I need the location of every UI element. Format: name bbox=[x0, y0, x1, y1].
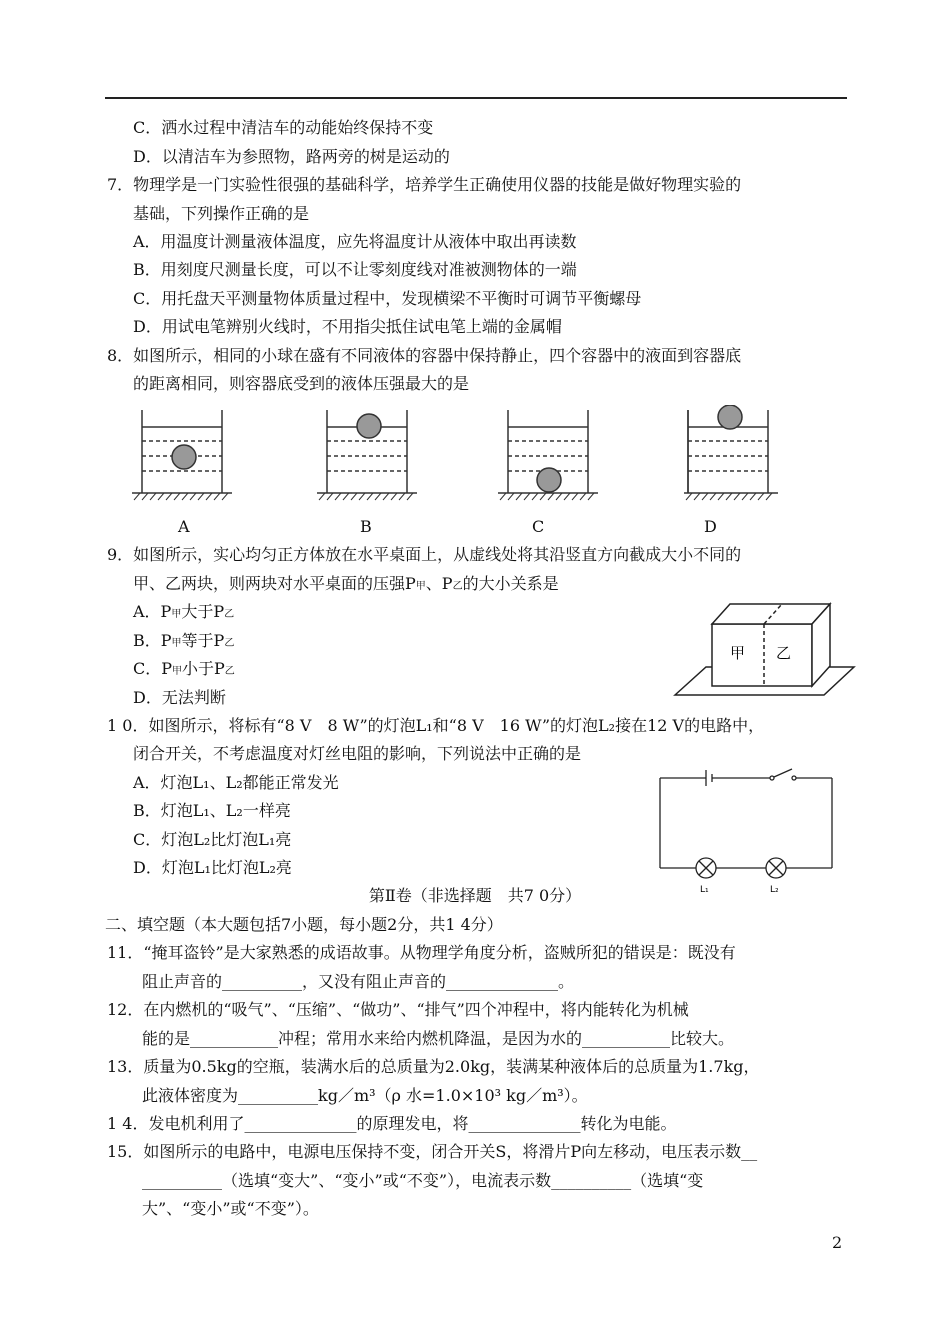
q13-stem-1: 13．质量为0.5kg的空瓶，装满水后的总质量为2.0kg，装满某种液体后的总质量为1.7kg， bbox=[107, 1057, 760, 1076]
q9-option-a: A．P甲大于P乙 bbox=[133, 602, 235, 621]
q11-stem-2: 阻止声音的__________，又没有阻止声音的______________。 bbox=[142, 972, 575, 991]
q7-option-b: B．用刻度尺测量长度，可以不让零刻度线对准被测物体的一端 bbox=[133, 260, 577, 279]
q7-option-a: A．用温度计测量液体温度，应先将温度计从液体中取出再读数 bbox=[133, 232, 577, 251]
q10-option-d: D．灯泡L₁比灯泡L₂亮 bbox=[133, 858, 292, 877]
q12-stem-2: 能的是___________冲程；常用水来给内燃机降温，是因为水的___________比较大。 bbox=[142, 1029, 735, 1048]
q8-label-d: D bbox=[704, 517, 717, 536]
q9-label-jia: 甲 bbox=[730, 644, 746, 662]
page-number: 2 bbox=[832, 1233, 843, 1252]
container-a bbox=[132, 410, 232, 493]
q10-stem-2: 闭合开关，不考虑温度对灯丝电阻的影响，下列说法中正确的是 bbox=[133, 744, 582, 763]
q8-label-b: B bbox=[360, 517, 372, 536]
q8-label-a: A bbox=[178, 517, 190, 536]
q13-stem-2: 此液体密度为__________kg／m³（ρ 水=1.0×10³ kg／m³）。 bbox=[142, 1086, 588, 1105]
q8-containers-figure bbox=[128, 405, 728, 505]
q8-stem-1: 8．如图所示，相同的小球在盛有不同液体的容器中保持静止，四个容器中的液面到容器底 bbox=[107, 346, 742, 365]
q9-cube-figure bbox=[672, 594, 856, 698]
q9-option-d: D．无法判断 bbox=[133, 688, 226, 707]
q7-stem-2: 基础，下列操作正确的是 bbox=[133, 204, 310, 223]
q8-container-d-figure bbox=[684, 405, 784, 505]
q9-stem-2: 甲、乙两块，则两块对水平桌面的压强P甲、P乙的大小关系是 bbox=[133, 574, 559, 593]
q10-circuit-figure bbox=[652, 764, 838, 894]
q6-option-d: D．以清洁车为参照物，路两旁的树是运动的 bbox=[133, 147, 450, 166]
q10-label-l2: L₂ bbox=[770, 885, 779, 894]
q10-option-c: C．灯泡L₂比灯泡L₁亮 bbox=[133, 830, 292, 849]
q6-option-c: C．洒水过程中清洁车的动能始终保持不变 bbox=[133, 118, 434, 137]
q7-option-c: C．用托盘天平测量物体质量过程中，发现横梁不平衡时可调节平衡螺母 bbox=[133, 289, 642, 308]
q9-stem-1: 9．如图所示，实心均匀正方体放在水平桌面上，从虚线处将其沿竖直方向截成大小不同的 bbox=[107, 545, 742, 564]
q8-label-c: C bbox=[532, 517, 545, 536]
section-2-heading: 二、填空题（本大题包括7小题，每小题2分，共1 4分） bbox=[105, 915, 503, 934]
q15-stem-2: __________（选填“变大”、“变小”或“不变”），电流表示数__________（选填“变 bbox=[142, 1171, 704, 1190]
q9-option-c: C．P甲小于P乙 bbox=[133, 659, 235, 678]
container-b bbox=[317, 410, 417, 493]
part-2-title: 第Ⅱ卷（非选择题 共7 0分） bbox=[368, 886, 582, 905]
q7-stem-1: 7．物理学是一门实验性很强的基础科学，培养学生正确使用仪器的技能是做好物理实验的 bbox=[107, 175, 742, 194]
q10-label-l1: L₁ bbox=[700, 885, 709, 894]
q12-stem-1: 12．在内燃机的“吸气”、“压缩”、“做功”、“排气”四个冲程中，将内能转化为机械 bbox=[107, 1000, 689, 1019]
container-c bbox=[498, 410, 598, 493]
q14-stem: 1 4．发电机利用了______________的原理发电，将______________转化为电能。 bbox=[107, 1114, 677, 1133]
q15-stem-3: 大”、“变小”或“不变”）。 bbox=[142, 1199, 319, 1218]
q8-stem-2: 的距离相同，则容器底受到的液体压强最大的是 bbox=[133, 374, 470, 393]
q10-option-a: A．灯泡L₁、L₂都能正常发光 bbox=[133, 773, 339, 792]
q15-stem-1: 15．如图所示的电路中，电源电压保持不变，闭合开关S，将滑片P向左移动，电压表示数__ bbox=[107, 1142, 758, 1161]
header-rule bbox=[105, 97, 847, 99]
q9-label-yi: 乙 bbox=[776, 644, 792, 662]
q7-option-d: D．用试电笔辨别火线时，不用指尖抵住试电笔上端的金属帽 bbox=[133, 317, 562, 336]
q10-option-b: B．灯泡L₁、L₂一样亮 bbox=[133, 801, 291, 820]
q11-stem-1: 11．“掩耳盗铃”是大家熟悉的成语故事。从物理学角度分析，盗贼所犯的错误是：既没有 bbox=[107, 943, 736, 962]
q10-stem-1: 1 0．如图所示，将标有“8 V 8 W”的灯泡L₁和“8 V 16 W”的灯泡L₂接在12 V的电路中， bbox=[107, 716, 765, 735]
q9-option-b: B．P甲等于P乙 bbox=[133, 631, 235, 650]
